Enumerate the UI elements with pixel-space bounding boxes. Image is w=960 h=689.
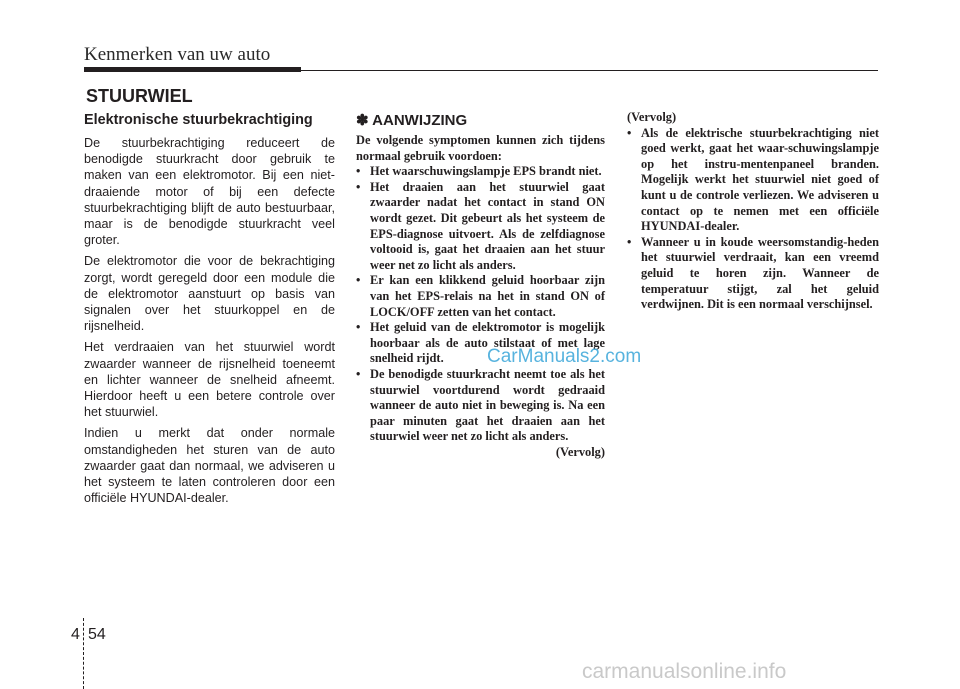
note-list xyxy=(356,164,605,445)
column-3-note xyxy=(627,110,879,313)
section-title: STUURWIEL xyxy=(86,86,193,106)
watermark-carmanuals2: CarManuals2.com xyxy=(487,346,642,367)
header-bar-thick xyxy=(84,67,301,72)
continued-label: (Vervolg) xyxy=(555,444,605,459)
column-2-note xyxy=(356,112,605,460)
list-item: • Het draaien aan het stuurwiel gaat zwaarder nadat het contact in stand ON wordt gezet. Dit gebeurt als het systeem de EPS-diagnose uitvoert. Als de zelfdiagnose voltooid is, gaat het draaien aan het stuur weer net zo licht als anders. xyxy=(356,180,605,274)
continued-label: (Vervolg) xyxy=(627,110,677,124)
header-title: Kenmerken van uw auto xyxy=(84,44,271,65)
note-heading: ✽ AANWIJZING xyxy=(356,112,468,129)
column-1 xyxy=(84,112,335,511)
list-item: • Wanneer u in koude weersomstandig-heden het stuurwiel verdraait, kan een vreemd geluid te horen zijn. Wanneer de temperatuur stijgt, zal het geluid verdwijnen. Dit is een normaal verschijnsel. xyxy=(627,235,879,313)
chapter-number: 4 xyxy=(71,626,80,643)
list-item: • Er kan een klikkend geluid hoorbaar zijn van het EPS-relais na het in stand ON of LOCK/OFF zetten van het contact. xyxy=(356,273,605,320)
paragraph: Het verdraaien van het stuurwiel wordt zwaarder wanneer de rijsnelheid toeneemt en lichter wanneer de snelheid afneemt. Hierdoor heeft u een betere controle over het stuurwiel. xyxy=(84,340,335,420)
note-list xyxy=(627,126,879,313)
paragraph: De elektromotor die voor de bekrachtiging zorgt, wordt geregeld door een module die de elektromotor aanstuurt op basis van signalen over het stuurkoppel en de rijsnelheid. xyxy=(84,254,335,334)
page-divider xyxy=(83,618,84,689)
list-item: • Als de elektrische stuurbekrachtiging niet goed werkt, gaat het waar-schuwingslampje op het instru-mentenpaneel branden. Mogelijk werkt het stuurwiel niet goed of kunt u de controle verliezen. We adviseren u contact op te nemen met een officiële HYUNDAI-dealer. xyxy=(627,126,879,235)
list-item: • De benodigde stuurkracht neemt toe als het stuurwiel voortdurend wordt gedraaid wanneer de auto niet in beweging is. Na een paar minuten gaat het draaien aan het stuurwiel weer net zo licht als anders. xyxy=(356,367,605,445)
list-item: • Het waarschuwingslampje EPS brandt niet. xyxy=(356,164,605,180)
note-intro: De volgende symptomen kunnen zich tijdens normaal gebruik voordoen: xyxy=(356,133,605,163)
subsection-heading: Elektronische stuurbekrachtiging xyxy=(84,112,313,128)
paragraph: Indien u merkt dat onder normale omstandigheden het sturen van de auto zwaarder gaat dan normaal, we adviseren u het systeem te laten controleren door een officiële HYUNDAI-dealer. xyxy=(84,426,335,506)
watermark-carmanualsonline: carmanualsonline.info xyxy=(582,660,787,683)
paragraph: De stuurbekrachtiging reduceert de benodigde stuurkracht door gebruik te maken van een elektromotor. Bij een niet-draaiende motor of bij een defecte stuurbekrachtiging blijft de auto bestuurbaar, maar is de benodigde stuurkracht veel groter. xyxy=(84,136,335,248)
list-item: • Het geluid van de elektromotor is mogelijk hoorbaar als de auto stilstaat of met lage snelheid rijdt. xyxy=(356,320,605,367)
header-bar-thin xyxy=(301,70,878,72)
page-number: 54 xyxy=(88,626,106,643)
